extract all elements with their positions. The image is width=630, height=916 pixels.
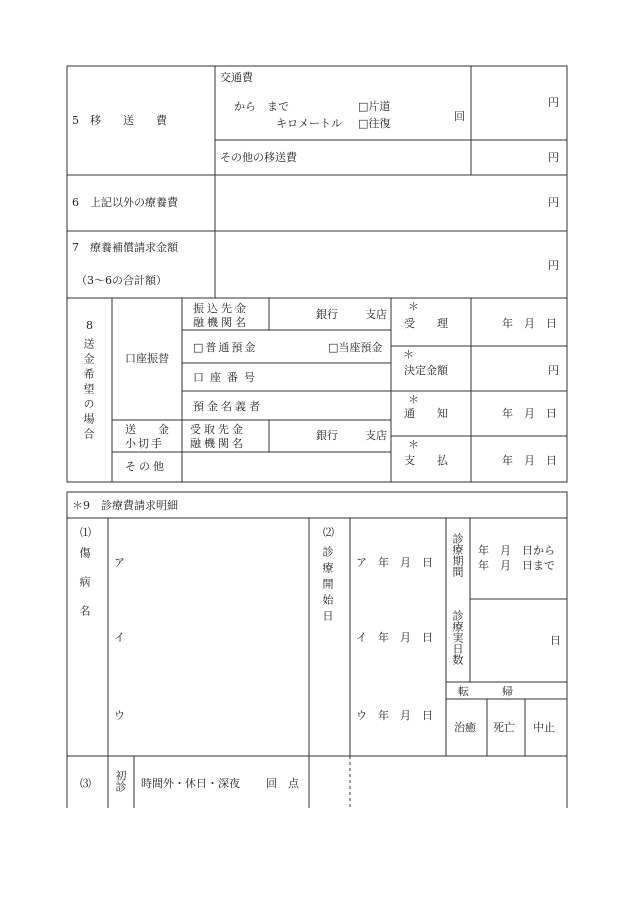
period-from: 年 月 日から <box>478 544 555 557</box>
other-transport-label: その他の移送費 <box>220 151 297 164</box>
section8-vertical-label: 送金希望の場合 <box>82 338 95 443</box>
branch-unit: 支店 <box>365 308 387 321</box>
injury-u-marker: ウ <box>114 709 125 722</box>
kilometer-text: キロメートル <box>276 117 342 130</box>
current-deposit-checkbox[interactable]: □当座預金 <box>328 341 383 354</box>
notice-date: 年 月 日 <box>502 407 557 420</box>
transport-cost-title: 交通費 <box>220 71 253 84</box>
receipt-label: 受 理 <box>404 317 448 330</box>
outcome-death: 死亡 <box>493 721 515 734</box>
recipient-bank-line1: 受取先金 <box>190 423 246 436</box>
section6-label: 6 上記以外の療養費 <box>72 196 178 209</box>
payment-label: 支 払 <box>404 454 448 467</box>
section7-yen-unit: 円 <box>548 259 559 272</box>
item2-number: ⑵ <box>323 526 334 539</box>
bank-unit-2: 銀行 <box>316 429 338 442</box>
official-use-mark: ＊ <box>408 393 419 406</box>
other-method-label: その他 <box>125 460 167 473</box>
bank-unit: 銀行 <box>316 308 338 321</box>
section7-label: 7 療養補償請求金額 <box>72 241 178 254</box>
official-use-mark: ＊ <box>408 438 419 451</box>
outcome-discontinued: 中止 <box>533 721 555 734</box>
section7-sub: （3〜6の合計額） <box>76 274 167 287</box>
section6-yen-unit: 円 <box>548 196 559 209</box>
transfer-bank-line1: 振込先金 <box>193 302 249 315</box>
other-transport-yen-unit: 円 <box>548 151 559 164</box>
outcome-header: 転 帰 <box>458 685 513 698</box>
ordinary-deposit-checkbox[interactable]: □普通預金 <box>193 341 258 354</box>
start-date-a: ア 年 月 日 <box>356 556 433 569</box>
times-unit: 回 <box>454 110 465 123</box>
from-to-text: から まで <box>234 100 289 113</box>
receipt-date: 年 月 日 <box>502 317 557 330</box>
account-number-label: 口座番号 <box>193 371 261 384</box>
decided-amount-label: 決定金額 <box>404 364 448 377</box>
decided-amount-yen-unit: 円 <box>548 364 559 377</box>
section8-number: 8 <box>86 319 93 332</box>
actual-days-label: 診療実日数 <box>451 610 464 665</box>
account-transfer-label: 口座振替 <box>125 352 169 365</box>
first-visit-label: 初診 <box>114 770 127 792</box>
one-way-checkbox[interactable]: □片道 <box>358 100 391 113</box>
recipient-bank-line2: 融機関名 <box>190 437 246 450</box>
round-trip-checkbox[interactable]: □往復 <box>358 117 391 130</box>
section5-label: 5 移 送 費 <box>72 114 167 127</box>
days-unit: 日 <box>550 634 561 647</box>
after-hours-label: 時間外・休日・深夜 <box>141 777 240 790</box>
notice-label: 通 知 <box>404 407 448 420</box>
times-points-unit: 回 点 <box>266 777 299 790</box>
account-holder-label: 預金名義者 <box>193 400 263 413</box>
branch-unit-2: 支店 <box>365 429 387 442</box>
start-date-u: ウ 年 月 日 <box>356 709 433 722</box>
period-to: 年 月 日まで <box>478 559 555 572</box>
payment-date: 年 月 日 <box>502 454 557 467</box>
treatment-period-label: 診療期間 <box>451 533 464 577</box>
transport-yen-unit: 円 <box>548 96 559 109</box>
injury-i-marker: イ <box>114 631 125 644</box>
item1-number: ⑴ <box>80 526 91 539</box>
section9-title: ＊9 診療費請求明細 <box>72 499 178 512</box>
official-use-mark: ＊ <box>403 348 414 361</box>
official-use-mark: ＊ <box>408 300 419 313</box>
injury-name-label: 傷病名 <box>78 547 91 634</box>
outcome-cured: 治癒 <box>454 721 476 734</box>
treatment-start-label: 診療開始日 <box>321 546 334 626</box>
remittance-line2: 小切手 <box>125 437 164 450</box>
item3-number: ⑶ <box>80 777 91 790</box>
start-date-i: イ 年 月 日 <box>356 631 433 644</box>
transfer-bank-line2: 融機関名 <box>193 316 249 329</box>
injury-a-marker: ア <box>114 556 125 569</box>
remittance-line1: 送 金 <box>125 423 169 436</box>
